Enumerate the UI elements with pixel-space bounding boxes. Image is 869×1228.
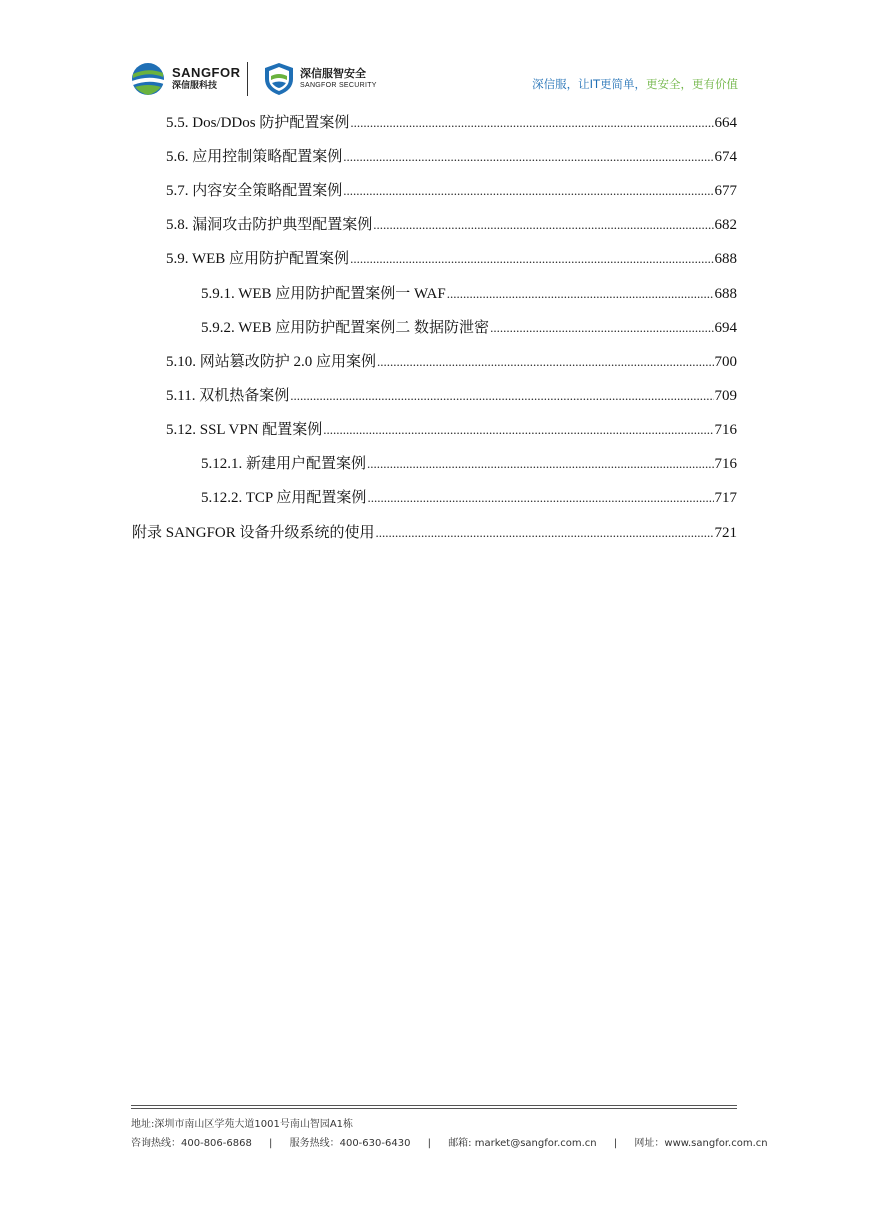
toc-leader-dots	[447, 286, 714, 302]
toc-entry[interactable]	[201, 282, 737, 304]
toc-entry-page: 716	[714, 422, 737, 438]
shield-icon	[264, 62, 294, 96]
toc-entry-title: 5.9. WEB 应用防护配置案例	[166, 251, 350, 267]
toc-entry-title: 5.10. 网站篡改防护 2.0 应用案例	[166, 354, 377, 370]
footer-separator: |	[269, 1138, 273, 1149]
toc-leader-dots	[350, 251, 713, 267]
page-header	[0, 0, 869, 110]
sangfor-logo	[130, 62, 241, 96]
toc-entry-title: 附录 SANGFOR 设备升级系统的使用	[132, 525, 375, 541]
footer-contact-line	[131, 1134, 768, 1149]
toc-leader-dots	[290, 388, 713, 404]
brand-name-cn: 深信服科技	[172, 81, 218, 91]
consult-hotline: 咨询热线：400-806-6868	[131, 1138, 252, 1149]
toc-leader-dots	[373, 217, 713, 233]
footer-rule	[131, 1108, 737, 1109]
toc-entry-title: 5.11. 双机热备案例	[166, 388, 290, 404]
footer-rule	[131, 1105, 737, 1106]
toc-entry-title: 5.6. 应用控制策略配置案例	[166, 149, 343, 165]
toc-entry-title: 5.12.1. 新建用户配置案例	[201, 456, 367, 472]
footer-separator: |	[613, 1138, 618, 1149]
toc-entry[interactable]	[201, 452, 737, 474]
toc-entry[interactable]	[166, 179, 737, 201]
toc-entry[interactable]	[166, 350, 737, 372]
toc-leader-dots	[376, 525, 714, 541]
toc-entry-page: 688	[714, 286, 737, 302]
sangfor-globe-icon	[130, 62, 166, 96]
toc-entry-page: 709	[714, 388, 737, 404]
toc-leader-dots	[367, 490, 713, 506]
toc-entry[interactable]	[166, 145, 737, 167]
toc-entry-title: 5.5. Dos/DDos 防护配置案例	[166, 115, 350, 131]
toc-leader-dots	[377, 354, 713, 370]
toc-leader-dots	[343, 183, 713, 199]
toc-leader-dots	[323, 422, 713, 438]
toc-entry-title: 5.9.2. WEB 应用防护配置案例二 数据防泄密	[201, 320, 490, 336]
toc-entry[interactable]	[132, 521, 737, 543]
service-hotline: 服务热线：400-630-6430	[289, 1138, 411, 1149]
footer-email[interactable]: 邮箱: market@sangfor.com.cn	[448, 1138, 597, 1149]
slogan-part2: 更安全，更有价值	[646, 77, 738, 91]
toc-entry-title: 5.12.2. TCP 应用配置案例	[201, 490, 367, 506]
toc-entry-title: 5.8. 漏洞攻击防护典型配置案例	[166, 217, 373, 233]
toc-leader-dots	[350, 115, 713, 131]
footer-website[interactable]: 网址：www.sangfor.com.cn	[634, 1138, 768, 1149]
brand-name-en: SANGFOR	[172, 65, 241, 80]
header-slogan	[532, 76, 738, 92]
toc-entry[interactable]	[201, 486, 737, 508]
toc-entry[interactable]	[166, 247, 737, 269]
toc-entry-page: 694	[714, 320, 737, 336]
security-name-cn: 深信服智安全	[300, 67, 366, 80]
toc-entry[interactable]	[201, 316, 737, 338]
toc-entry-page: 664	[714, 115, 737, 131]
toc-entry-page: 717	[714, 490, 737, 506]
toc-entry[interactable]	[166, 111, 737, 133]
toc-entry-title: 5.7. 内容安全策略配置案例	[166, 183, 343, 199]
footer-address: 地址:深圳市南山区学苑大道1001号南山智园A1栋	[131, 1119, 354, 1130]
sangfor-security-logo	[264, 62, 377, 96]
toc-entry-page: 688	[714, 251, 737, 267]
toc-entry-page: 721	[714, 525, 737, 541]
toc-entry[interactable]	[166, 213, 737, 235]
slogan-part1: 深信服，让IT更简单，	[532, 77, 646, 91]
toc-entry-title: 5.9.1. WEB 应用防护配置案例一 WAF	[201, 286, 446, 302]
toc-entry[interactable]	[166, 384, 737, 406]
toc-entry-page: 700	[714, 354, 737, 370]
header-divider	[247, 62, 248, 96]
toc-leader-dots	[367, 456, 713, 472]
footer-separator: |	[427, 1138, 431, 1149]
toc-leader-dots	[490, 320, 713, 336]
toc-entry-page: 716	[714, 456, 737, 472]
toc-entry-page: 677	[714, 183, 737, 199]
toc-entry-page: 674	[714, 149, 737, 165]
toc-entry-page: 682	[714, 217, 737, 233]
toc-entry[interactable]	[166, 418, 737, 440]
toc-entry-title: 5.12. SSL VPN 配置案例	[166, 422, 323, 438]
toc-leader-dots	[343, 149, 713, 165]
security-name-en: SANGFOR SECURITY	[300, 82, 377, 89]
